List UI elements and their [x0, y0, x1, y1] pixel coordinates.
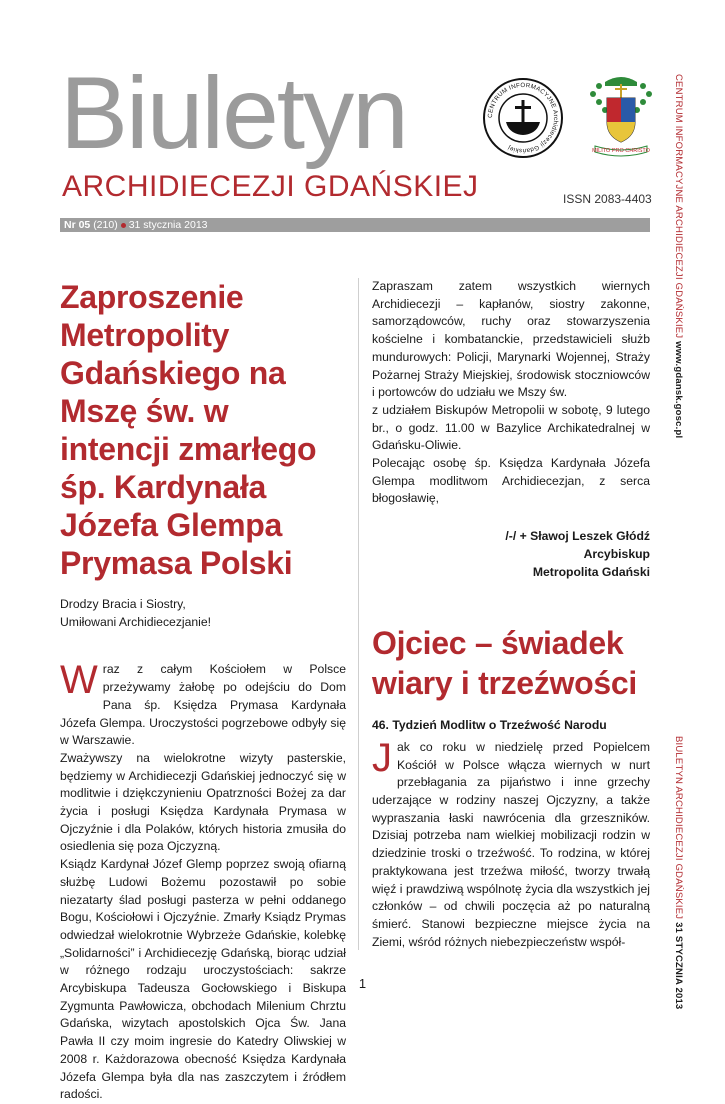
- side-website-url[interactable]: www.gdansk.gosc.pl: [673, 341, 684, 439]
- side-label-top: [673, 74, 684, 438]
- side-label-bottom: [673, 736, 684, 1009]
- column-divider: [358, 278, 359, 950]
- seal-text: CENTRUM INFORMACYJNE Archidiecezji Gdańskiej: [486, 81, 560, 155]
- masthead-title: Biuletyn: [60, 56, 407, 170]
- side-bulletin-name: BIULETYN ARCHIDIECEZJI GDAŃSKIEJ: [673, 736, 684, 920]
- information-center-seal-icon: [482, 77, 564, 159]
- article2-paragraph-1: [372, 735, 650, 951]
- issue-sequence: (210): [93, 219, 118, 231]
- signature-office: Metropolita Gdański: [532, 564, 650, 579]
- article1-paragraph-3: Ksiądz Kardynał Józef Glemp poprzez swoją ofiarną służbę Ludowi Bożemu pozostawił po sobie niezatarty ślad posługi pasterza w pełni oddanego Bogu, Kościołowi i Ojczyźnie. Zmarły Ksiądz Prymas odwiedzał wielokrotnie Wybrzeże Gdańskie, kolebkę „Solidarności” i Archidiecezję Gdańską, biorąc udział w różnego rodzaju uroczystościach: sakrze Arcybiskupa Tadeusza Gocłowskiego i Biskupa Zygmunta Pawłowicza, obchodach Milenium Chrztu Gdańska, wizytach apostolskich Ojca Św. Jana Pawła II czy moim ingresie do Katedry Oliwskiej w 2008 r. Każdorazowa obecność Księdza Kardynała Józefa Glempa była dla nas zaszczytem i źródłem radości.: [60, 857, 346, 1102]
- bullet-icon: [121, 223, 126, 228]
- issue-info: [64, 218, 208, 232]
- article1-headline: Zaproszenie Metropolity Gdańskiego na Mszę św. w intencji zmarłego śp. Kardynała Józefa Glempa Prymasa Polski: [60, 279, 317, 581]
- article1-paragraph-2: Zważywszy na wielokrotne wizyty pasterskie, będziemy w Archidiecezji Gdańskiej jednoczyć się w modlitwie i dziękczynieniu Opatrzności Bożej za dar życia i posługi Księdza Kardynała Prymasa w Ojczyźnie i dla Polaków, których historia zmusiła do osiedlenia się poza Ojczyzną.: [60, 750, 346, 854]
- masthead-subtitle: ARCHIDIECEZJI GDAŃSKIEJ: [62, 170, 479, 203]
- right-column: [372, 278, 650, 951]
- article1-paragraph-6: Polecając osobę śp. Księdza Kardynała Józefa Glempa modlitwom Archidiecezjan, z serca błogosławię,: [372, 456, 650, 506]
- salutation-line-2: Umiłowani Archidiecezjanie!: [60, 614, 212, 629]
- issue-number: Nr 05: [64, 219, 91, 231]
- article2-subhead: 46. Tydzień Modlitw o Trzeźwość Narodu: [372, 718, 607, 733]
- signature-title: Arcybiskup: [583, 546, 650, 561]
- issn-label: ISSN 2083-4403: [563, 192, 652, 206]
- salutation-line-1: Drodzy Bracia i Siostry,: [60, 597, 186, 611]
- article2-p1-text: ak co roku w niedzielę przed Popielcem Kościół w Polsce włącza wiernych w nurt przebłagania za pijaństwo i inne grzechy uderzające w rodziny naszej Ojczyzny, a także wypraszania łaski nawrócenia dla grzeszników. Dzisiaj potrzeba nam wielkiej mobilizacji rodzin w dziedzinie troski o trzeźwość. To rodzina, w której praktykowana jest trzeźwa miłość, tworzy trwałą więź i prawdziwą wspólnotę życia dla wszystkich jej członków – od chwili poczęcia aż po naturalną śmierć. Stanowi bezpieczne miejsce życia na Ziemi, wśród różnych niebezpieczeństw współ-: [372, 739, 650, 949]
- issue-date: 31 stycznia 2013: [128, 219, 208, 231]
- article2-dropcap: J: [372, 735, 392, 780]
- page-number: 1: [358, 976, 367, 991]
- article1-signature: [372, 528, 650, 581]
- signature-name: /-/ + Sławoj Leszek Głódź: [505, 529, 650, 544]
- article2-headline: Ojciec – świadek wiary i trzeźwości: [372, 625, 637, 702]
- article1-salutation: [60, 596, 346, 631]
- side-bulletin-date: 31 STYCZNIA 2013: [673, 922, 684, 1010]
- article1-paragraph-1: [60, 658, 346, 750]
- article1-p1-text: raz z całym Kościołem w Polsce przeżywamy żałobę po odejściu do Dom Pana śp. Księdza Prymasa Kardynała Józefa Glempa. Uroczystości pogrzebowe odbyły się w Warszawie.: [60, 662, 346, 748]
- article1-dropcap: W: [60, 658, 98, 703]
- archbishop-coat-of-arms-icon: [585, 72, 657, 158]
- article1-paragraph-5: z udziałem Biskupów Metropolii w sobotę, 9 lutego br., o godz. 11.00 w Bazylice Archikatedralnej w Gdańsku-Oliwie.: [372, 402, 650, 453]
- side-center-name: CENTRUM INFORMACYJNE ARCHIDIECEZJI GDAŃSKIEJ: [673, 74, 684, 339]
- coat-of-arms-motto: MILITO PRO CHRISTO: [592, 148, 650, 154]
- article1-paragraph-4: Zapraszam zatem wszystkich wiernych Archidiecezji – kapłanów, siostry zakonne, samorządowców, ruchy oraz stowarzyszenia kościelne i kombatanckie, przedstawicieli służb mundurowych: Policji, Marynarki Wojennej, Straży Pożarnej Straży Miejskiej, środowisk stoczniowców i portowców do udziału we Mszy św.: [372, 279, 650, 400]
